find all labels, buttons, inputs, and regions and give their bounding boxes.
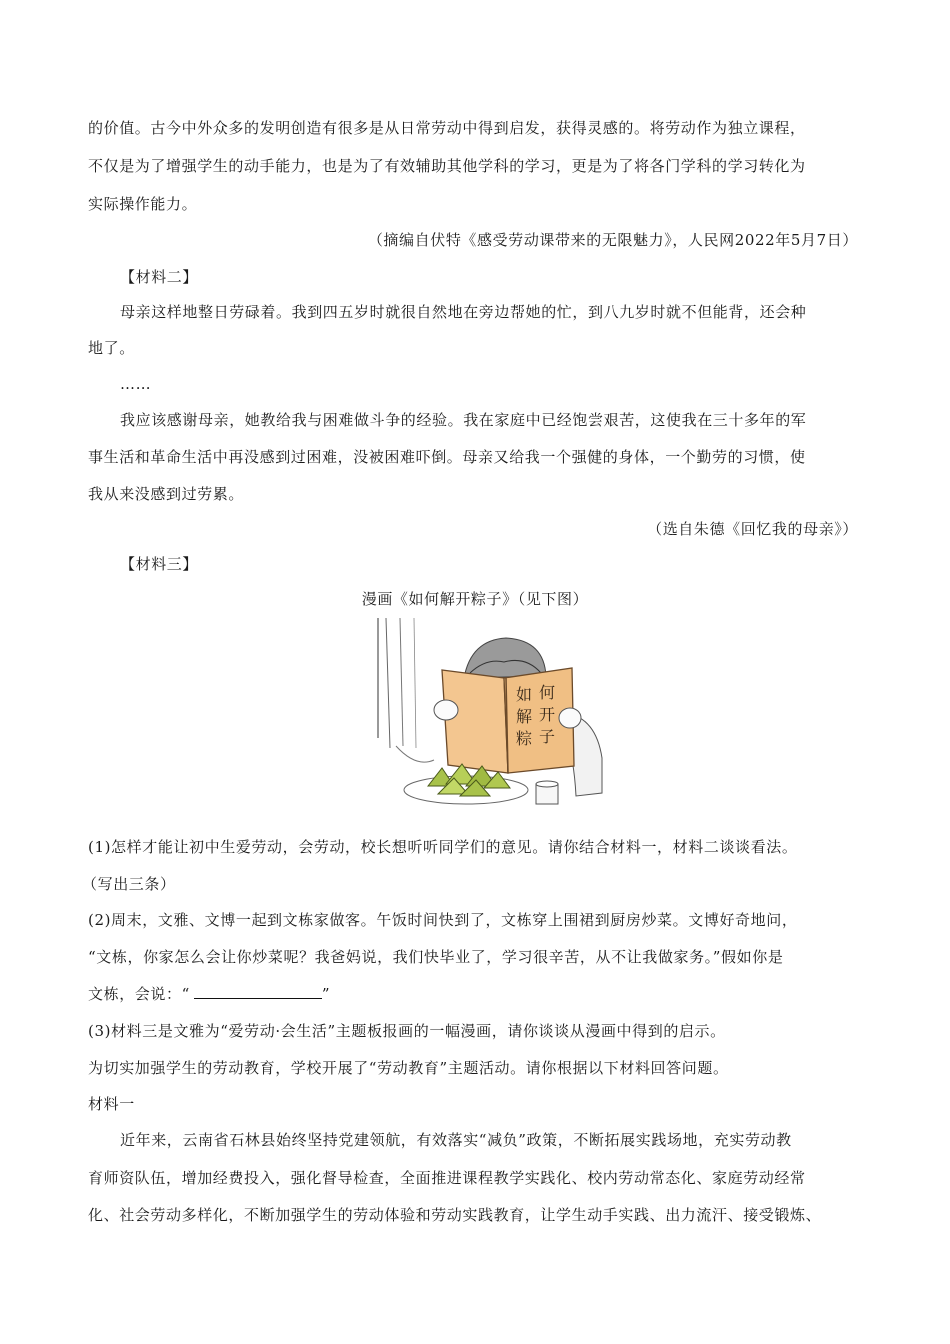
- question-2-line-1: (2)周末，文雅、文博一起到文栋家做客。午饭时间快到了，文栋穿上围裙到厨房炒菜。文博好奇地问，: [88, 911, 798, 929]
- book-char-5: 粽: [516, 729, 533, 748]
- question-2-prompt: 文栋，会说：“: [88, 985, 190, 1003]
- material2-heading: 【材料二】: [120, 268, 199, 286]
- comic-illustration: [376, 618, 606, 808]
- material2-line-2: 地了。: [88, 339, 135, 357]
- book-char-6: 子: [539, 727, 556, 746]
- material2-line-3: 我应该感谢母亲，她教给我与困难做斗争的经验。我在家庭中已经饱尝艰苦，这使我在三十多年的军: [120, 411, 807, 429]
- book-char-1: 如: [516, 685, 533, 704]
- material2-ellipsis: ……: [120, 375, 152, 393]
- material2-source: （选自朱德《回忆我的母亲》）: [647, 520, 858, 538]
- question-2-line-2: “文栋，你家怎么会让你炒菜呢？我爸妈说，我们快毕业了，学习很辛苦，从不让我做家务。”假如你是: [88, 948, 784, 966]
- task-material-heading: 材料一: [88, 1095, 135, 1113]
- material1-line-3: 实际操作能力。: [88, 195, 198, 213]
- material1-source: （摘编自伏特《感受劳动课带来的无限魅力》，人民网2022年5月7日）: [367, 231, 858, 249]
- task-line-1: 近年来，云南省石林县始终坚持党建领航，有效落实“减负”政策，不断拓展实践场地，充实劳动教: [120, 1131, 792, 1149]
- task-line-3: 化、社会劳动多样化，不断加强学生的劳动体验和劳动实践教育，让学生动手实践、出力流汗、接受锻炼、: [88, 1206, 822, 1224]
- material2-line-4: 事生活和革命生活中再没感到过困难，没被困难吓倒。母亲又给我一个强健的身体，一个勤劳的习惯，使: [88, 448, 806, 466]
- answer-blank[interactable]: [194, 984, 322, 999]
- comic-caption: 漫画《如何解开粽子》（见下图）: [361, 590, 589, 608]
- book-char-4: 开: [539, 705, 556, 724]
- question-2-line-3: [88, 984, 330, 1004]
- material2-line-1: 母亲这样地整日劳碌着。我到四五岁时就很自然地在旁边帮她的忙，到八九岁时就不但能背，还会种: [120, 303, 807, 321]
- material3-heading: 【材料三】: [120, 555, 199, 573]
- question-1: (1)怎样才能让初中生爱劳动，会劳动，校长想听听同学们的意见。请你结合材料一，材料二谈谈看法。: [88, 838, 798, 856]
- task-line-2: 育师资队伍，增加经费投入，强化督导检查，全面推进课程教学实践化、校内劳动常态化、家庭劳动经常: [88, 1169, 806, 1187]
- book-char-2: 何: [539, 683, 556, 702]
- question-1-note: （写出三条）: [82, 875, 176, 893]
- task-intro: 为切实加强学生的劳动教育，学校开展了“劳动教育”主题活动。请你根据以下材料回答问题。: [88, 1059, 729, 1077]
- material1-line-2: 不仅是为了增强学生的动手能力，也是为了有效辅助其他学科的学习，更是为了将各门学科的学习转化为: [88, 157, 806, 175]
- material1-line-1: 的价值。古今中外众多的发明创造有很多是从日常劳动中得到启发，获得灵感的。将劳动作为独立课程，: [88, 119, 806, 137]
- question-3: (3)材料三是文雅为“爱劳动·会生活”主题板报画的一幅漫画，请你谈谈从漫画中得到的启示。: [88, 1022, 726, 1040]
- material2-line-5: 我从来没感到过劳累。: [88, 485, 245, 503]
- book-char-3: 解: [516, 707, 533, 726]
- question-2-close-quote: ”: [321, 985, 331, 1003]
